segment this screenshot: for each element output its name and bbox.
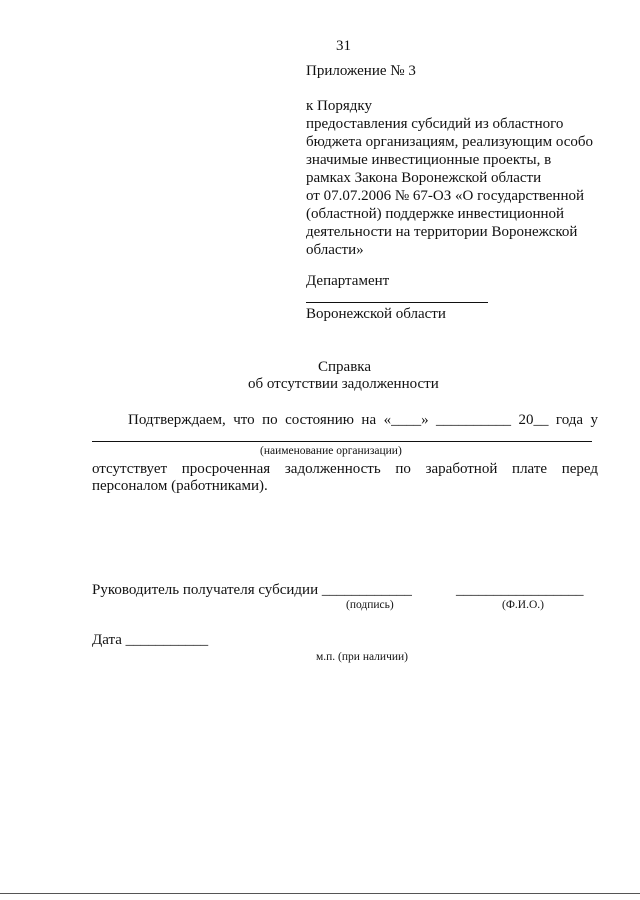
appendix-line: к Порядку	[306, 98, 372, 114]
appendix-line: предоставления субсидий из областного	[306, 116, 564, 132]
document-title: Справка	[318, 359, 371, 375]
signature-caption: (подпись)	[346, 599, 394, 611]
appendix-line: области»	[306, 242, 364, 258]
debt-statement-line-2: персоналом (работниками).	[92, 478, 268, 494]
appendix-line: значимые инвестиционные проекты, в	[306, 152, 552, 168]
document-subtitle: об отсутствии задолженности	[248, 376, 439, 392]
appendix-line: от 07.07.2006 № 67-ОЗ «О государственной	[306, 188, 584, 204]
stamp-caption: м.п. (при наличии)	[316, 651, 408, 663]
appendix-line: рамках Закона Воронежской области	[306, 170, 542, 186]
addressee-blank-line	[306, 302, 488, 303]
date-label: Дата ___________	[92, 632, 209, 648]
organization-blank-line	[92, 441, 592, 442]
addressee-department: Департамент	[306, 273, 390, 289]
fio-caption: (Ф.И.О.)	[502, 599, 544, 611]
confirmation-line: Подтверждаем, что по состоянию на «____» __________ 20__ года у	[128, 412, 598, 428]
organization-caption: (наименование организации)	[260, 445, 402, 457]
appendix-line: (областной) поддержке инвестиционной	[306, 206, 565, 222]
appendix-line: деятельности на территории Воронежской	[306, 224, 578, 240]
head-signature-label: Руководитель получателя субсидии ____________	[92, 582, 412, 598]
page-number: 31	[336, 38, 351, 54]
appendix-line: бюджета организациям, реализующим особо	[306, 134, 594, 150]
fio-blank: _________________	[456, 582, 584, 598]
addressee-region: Воронежской области	[306, 306, 446, 322]
scan-bottom-edge	[0, 893, 640, 894]
appendix-reference	[306, 97, 593, 259]
appendix-title: Приложение № 3	[306, 63, 416, 79]
debt-statement-line: отсутствует просроченная задолженность по заработной плате перед	[92, 461, 598, 477]
